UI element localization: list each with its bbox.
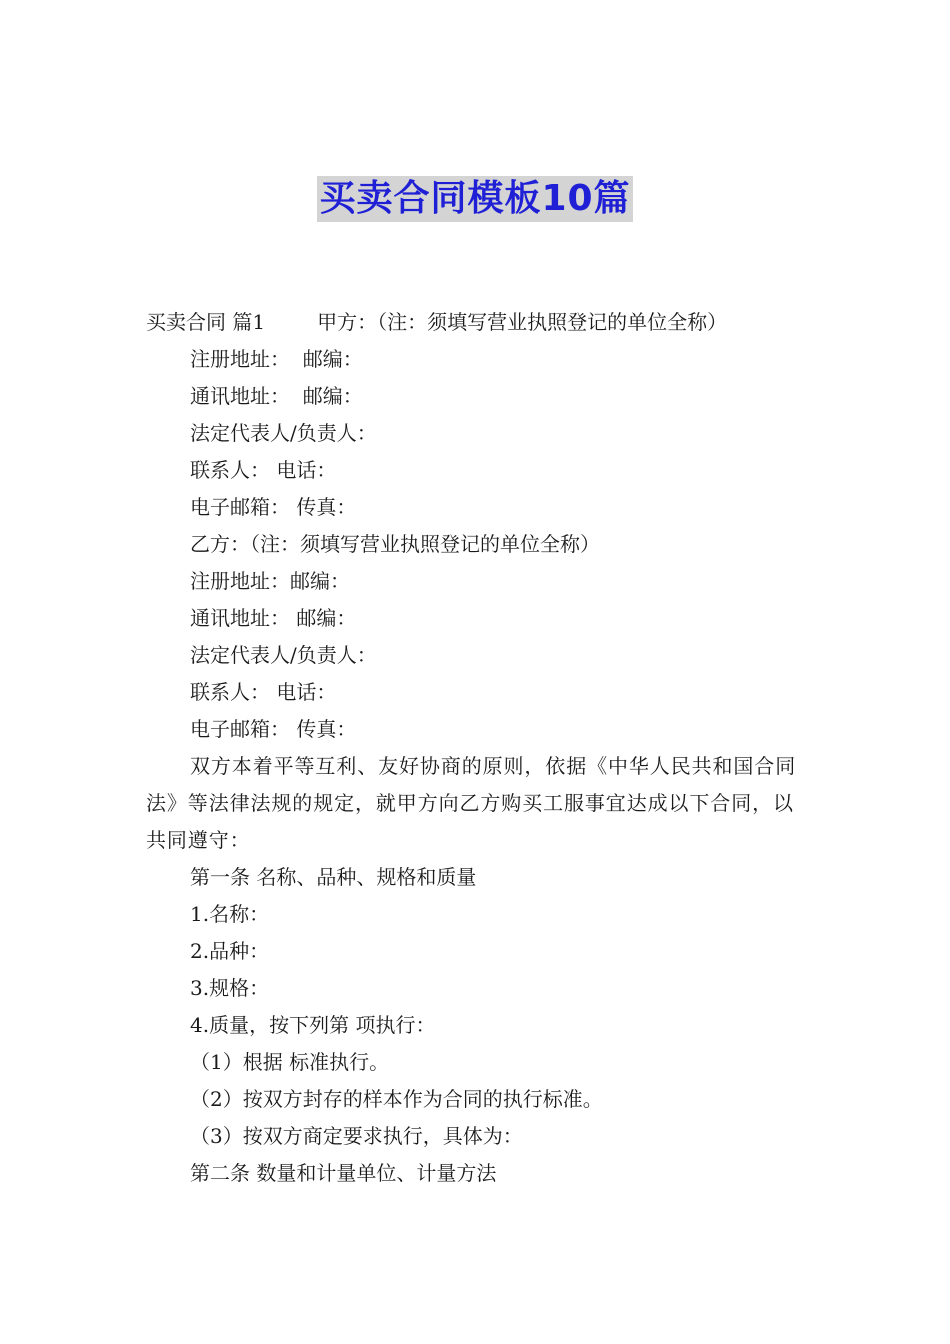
article-1-sub-item: （1）根据 标准执行。 (190, 1050, 390, 1074)
party-a-field: 注册地址： 邮编： (190, 347, 363, 371)
party-a-field: 电子邮箱： 传真： (190, 495, 357, 519)
party-a-field: 法定代表人/负责人： (190, 421, 377, 445)
party-b-field: 注册地址：邮编： (190, 569, 350, 593)
article-1-item: 3.规格： (190, 976, 270, 1000)
article-1-item: 1.名称： (190, 902, 270, 926)
title-container (0, 176, 950, 222)
party-a-field: 联系人： 电话： (190, 458, 337, 482)
contract-heading: 买卖合同 篇1 (146, 310, 266, 334)
party-b-field: 联系人： 电话： (190, 680, 337, 704)
article-2-heading: 第二条 数量和计量单位、计量方法 (190, 1161, 497, 1185)
party-a-heading: 甲方：（注：须填写营业执照登记的单位全称） (317, 310, 728, 334)
party-b-field: 通讯地址： 邮编： (190, 606, 357, 630)
preamble-paragraph: 双方本着平等互利、友好协商的原则，依据《中华人民共和国合同法》等法律法规的规定，就甲方向乙方购买工服事宜达成以下合同，以共同遵守： (146, 754, 797, 852)
article-1-sub-item: （3）按双方商定要求执行，具体为： (190, 1124, 523, 1148)
party-a-field: 通讯地址： 邮编： (190, 384, 363, 408)
article-1-item: 4.质量，按下列第 项执行： (190, 1013, 436, 1037)
contract-body (146, 304, 810, 1192)
party-b-field: 法定代表人/负责人： (190, 643, 377, 667)
article-1-heading: 第一条 名称、品种、规格和质量 (190, 865, 477, 889)
article-1-sub-item: （2）按双方封存的样本作为合同的执行标准。 (190, 1087, 603, 1111)
article-1-item: 2.品种： (190, 939, 270, 963)
document-title: 买卖合同模板10篇 (317, 176, 632, 222)
contract-first-line (146, 304, 810, 341)
party-b-heading: 乙方：（注：须填写营业执照登记的单位全称） (190, 532, 600, 556)
party-b-field: 电子邮箱： 传真： (190, 717, 357, 741)
